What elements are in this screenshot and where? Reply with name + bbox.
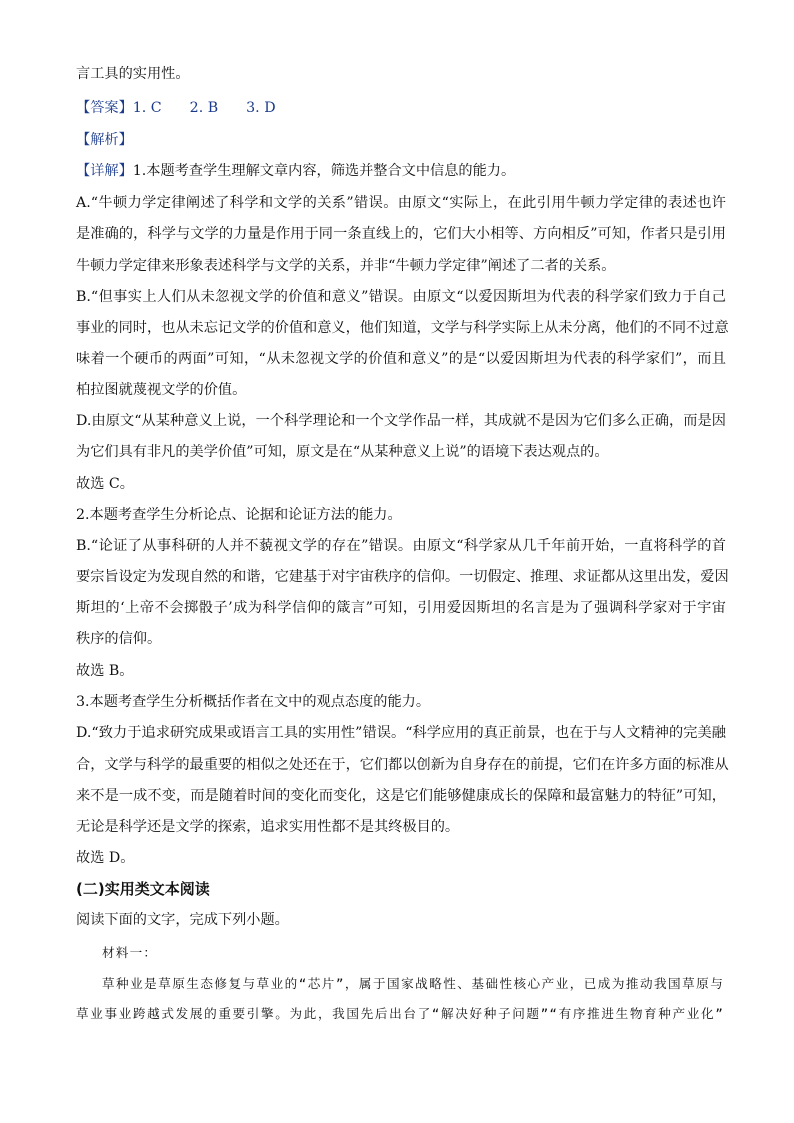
answer-2: 2. B: [189, 100, 219, 116]
material-text-line: 草业事业跨越式发展的重要引擎。为此，我国先后出台了“解决好种子问题”“有序推进生物育种产业化”: [76, 1006, 724, 1021]
text-line: 阅读下面的文字，完成下列小题。: [76, 912, 289, 928]
answer-label: 【答案】: [76, 100, 133, 116]
text-line: 故选 D。: [76, 850, 135, 866]
answer-1: 1. C: [132, 100, 162, 116]
text-line: 事业的同时，也从未忘记文学的价值和意义，他们知道，文学与科学实际上从未分离，他们的不同不过意: [76, 320, 729, 336]
text-line: 柏拉图就蔑视文学的价值。: [76, 382, 247, 398]
material-text-line: 草种业是草原生态修复与草业的“芯片”，属于国家战略性、基础性核心产业，已成为推动我国草原与: [102, 976, 724, 991]
analysis-label: 【解析】: [76, 132, 133, 148]
text-line: 合，文学与科学的最重要的相似之处还在于，它们都以创新为自身存在的前提，它们在许多方面的标准从: [76, 757, 729, 773]
section-heading: (二)实用类文本阅读: [76, 880, 210, 898]
text-line: 来不是一成不变，而是随着时间的变化而变化，这是它们能够健康成长的保障和最富魅力的特征”可知，: [76, 788, 726, 804]
text-line: 3.本题考查学生分析概括作者在文中的观点态度的能力。: [76, 694, 431, 710]
text-line: 斯坦的‘上帝不会掷骰子’成为科学信仰的箴言”可知，引用爱因斯坦的名言是为了强调科学家对于宇宙: [76, 600, 726, 616]
text-line: 牛顿力学定律来形象表述科学与文学的关系，并非“牛顿力学定律”阐述了二者的关系。: [76, 258, 616, 274]
detail-line: [76, 161, 726, 181]
text-line: 味着一个硬币的两面”可知，“从未忽视文学的价值和意义”的是“以爱因斯坦为代表的科学家们”，而且: [76, 351, 726, 367]
text-line: B.“论证了从事科研的人并不藐视文学的存在”错误。由原文“科学家从几千年前开始，一直将科学的首: [76, 538, 726, 554]
material-label: 材料一：: [102, 945, 158, 960]
text-line: 要宗旨设定为发现自然的和谐，它建基于对宇宙秩序的信仰。一切假定、推理、求证都从这里出发，爱因: [76, 569, 729, 585]
text-line: A.“牛顿力学定律阐述了科学和文学的关系”错误。由原文“实际上，在此引用牛顿力学定律的表述也许: [76, 195, 726, 211]
detail-text: 1.本题考查学生理解文章内容，筛选并整合文中信息的能力。: [132, 163, 516, 179]
text-line: D.由原文“从某种意义上说，一个科学理论和一个文学作品一样，其成就不是因为它们多么正确，而是因: [76, 413, 726, 429]
text-line: 为它们具有非凡的美学价值”可知，原文是在“从某种意义上说”的语境下表达观点的。: [76, 444, 609, 460]
detail-label: 【详解】: [76, 163, 133, 179]
text-line: D.“致力于追求研究成果或语言工具的实用性”错误。“科学应用的真正前景，也在于与人文精神的完美融: [76, 725, 726, 741]
answer-line: [76, 98, 726, 118]
text-line: 无论是科学还是文学的探索，追求实用性都不是其终极目的。: [76, 819, 460, 835]
text-line: B.“但事实上人们从未忽视文学的价值和意义”错误。由原文“以爱因斯坦为代表的科学家们致力于自己: [76, 289, 726, 305]
text-line: 秩序的信仰。: [76, 631, 162, 647]
text-line: 故选 C。: [76, 476, 134, 492]
text-line: 是准确的，科学与文学的力量是作用于同一条直线上的，它们大小相等、方向相反”可知，作者只是引用: [76, 226, 726, 242]
answer-3: 3. D: [246, 100, 276, 116]
text-line: 故选 B。: [76, 663, 134, 679]
text-line: 言工具的实用性。: [76, 66, 190, 82]
analysis-line: [76, 130, 726, 150]
text-line: 2.本题考查学生分析论点、论据和论证方法的能力。: [76, 507, 402, 523]
